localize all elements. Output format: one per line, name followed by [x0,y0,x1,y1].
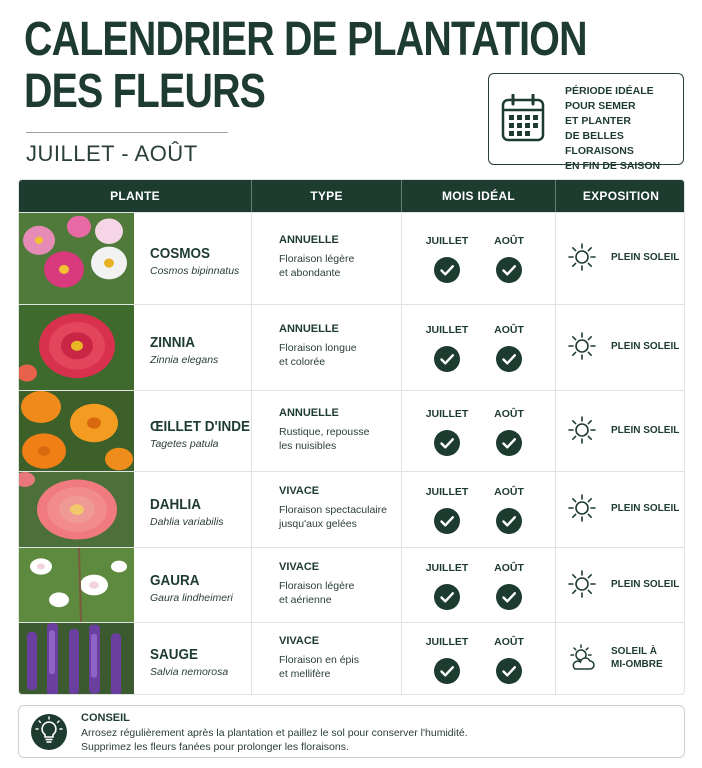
month-label-juillet: JUILLET [425,235,469,247]
plant-latin-name: Dahlia variabilis [150,516,224,528]
plant-type: ANNUELLE [279,234,339,246]
ideal-period-text [565,84,681,174]
sun-icon [567,569,597,599]
exposition-line: PLEIN SOLEIL [611,425,680,436]
check-icon [496,430,522,456]
exposition-line: PLEIN SOLEIL [611,341,680,352]
page-title [24,13,587,118]
flower-photo [19,548,134,622]
plant-name: SAUGE [150,646,199,663]
month-label-aout: AOÛT [494,324,524,336]
column-divider [251,391,252,471]
column-divider [251,213,252,304]
sun-cloud-icon [567,643,597,673]
plant-description [279,653,409,681]
table-row [19,304,685,390]
table-row [19,471,685,547]
flower-photo-graphic [19,213,134,304]
flower-photo [19,472,134,547]
title-line-2: DES FLEURS [24,65,266,118]
exposition-line: PLEIN SOLEIL [611,579,680,590]
plant-description [279,425,409,453]
plant-type: VIVACE [279,635,320,647]
tip-line: Arrosez régulièrement après la plantation et paillez le sol pour conserver l'humidité. [81,727,468,739]
column-divider [251,548,252,622]
column-divider [251,472,252,547]
period-line: DE BELLES FLORAISONS [565,130,634,157]
column-divider [555,623,556,695]
plant-name: ŒILLET D'INDE [150,418,250,435]
description-line: les nuisibles [279,440,337,452]
month-label-aout: AOÛT [494,562,524,574]
planting-table [18,179,685,695]
flower-photo [19,391,134,471]
plant-name: DAHLIA [150,496,202,513]
exposition-label [611,502,681,515]
title-line-1: CALENDRIER DE PLANTATION [24,13,587,66]
column-divider [555,213,556,304]
column-divider [555,548,556,622]
column-divider [555,472,556,547]
exposition-label [611,645,681,671]
plant-type: VIVACE [279,485,320,497]
month-label-aout: AOÛT [494,235,524,247]
description-line: et aérienne [279,594,332,606]
month-label-juillet: JUILLET [425,486,469,498]
description-line: et colorée [279,356,326,368]
month-label-aout: AOÛT [494,636,524,648]
plant-latin-name: Tagetes patula [150,438,219,450]
check-icon [434,346,460,372]
description-line: Rustique, repousse [279,426,370,438]
plant-name: ZINNIA [150,334,195,351]
plant-description [279,579,409,607]
title-divider [26,132,228,133]
plant-latin-name: Cosmos bipinnatus [150,265,240,277]
description-line: Floraison légère [279,580,355,592]
check-icon [496,508,522,534]
sun-icon [567,493,597,523]
check-icon [434,257,460,283]
plant-name: COSMOS [150,245,211,262]
description-line: Floraison légère [279,253,355,265]
flower-photo-graphic [19,548,134,622]
column-divider [251,305,252,390]
description-line: Floraison longue [279,342,357,354]
column-divider [555,305,556,390]
month-label-juillet: JUILLET [425,324,469,336]
tip-title: CONSEIL [81,712,130,724]
period-line: PÉRIODE IDÉALE [565,85,654,97]
check-icon [496,346,522,372]
description-line: Floraison en épis [279,654,359,666]
period-line: POUR SEMER [565,100,636,112]
flower-photo [19,305,134,390]
sun-icon [567,331,597,361]
exposition-label [611,340,681,353]
table-header [19,180,685,212]
description-line: Floraison spectaculaire [279,504,387,516]
period-line: EN FIN DE SAISON [565,160,661,172]
page-subtitle: JUILLET - AOÛT [26,141,198,166]
tip-box [18,705,685,758]
ideal-period-box [488,73,684,172]
exposition-label [611,251,681,264]
check-icon [434,658,460,684]
header-plante: PLANTE [110,189,160,203]
month-label-aout: AOÛT [494,486,524,498]
description-line: jusqu'aux gelées [279,518,357,530]
flower-photo [19,213,134,304]
plant-latin-name: Gaura lindheimeri [150,592,233,604]
check-icon [434,508,460,534]
description-line: et abondante [279,267,341,279]
header-mois: MOIS IDÉAL [401,180,555,212]
check-icon [496,658,522,684]
table-row [19,547,685,622]
table-row [19,390,685,471]
flower-photo-graphic [19,391,134,471]
month-label-juillet: JUILLET [425,562,469,574]
plant-type: VIVACE [279,561,320,573]
flower-photo-graphic [19,472,134,547]
table-row [19,212,685,304]
check-icon [496,584,522,610]
tip-text [81,726,468,754]
column-divider [251,623,252,695]
exposition-label [611,424,681,437]
sun-icon [567,242,597,272]
tip-line: Supprimez les fleurs fanées pour prolonger les floraisons. [81,741,349,753]
plant-name: GAURA [150,572,200,589]
exposition-label [611,578,681,591]
lightbulb-icon [31,714,67,750]
sun-icon [567,415,597,445]
exposition-line: SOLEIL À [611,646,657,657]
flower-photo-graphic [19,305,134,390]
plant-latin-name: Salvia nemorosa [150,666,229,678]
calendar-icon [501,94,545,142]
plant-latin-name: Zinnia elegans [150,354,219,366]
exposition-line: MI-OMBRE [611,659,663,670]
exposition-line: PLEIN SOLEIL [611,503,680,514]
period-line: ET PLANTER [565,115,631,127]
header-type: TYPE [251,180,401,212]
month-label-aout: AOÛT [494,408,524,420]
check-icon [434,430,460,456]
description-line: et mellifère [279,668,331,680]
plant-type: ANNUELLE [279,407,339,419]
plant-description [279,252,409,280]
check-icon [496,257,522,283]
flower-photo-graphic [19,623,134,695]
column-divider [555,391,556,471]
check-icon [434,584,460,610]
plant-description [279,503,409,531]
month-label-juillet: JUILLET [425,408,469,420]
plant-description [279,341,409,369]
header-exposition: EXPOSITION [555,180,685,212]
plant-type: ANNUELLE [279,323,339,335]
table-row [19,622,685,695]
month-label-juillet: JUILLET [425,636,469,648]
exposition-line: PLEIN SOLEIL [611,252,680,263]
flower-photo [19,623,134,695]
